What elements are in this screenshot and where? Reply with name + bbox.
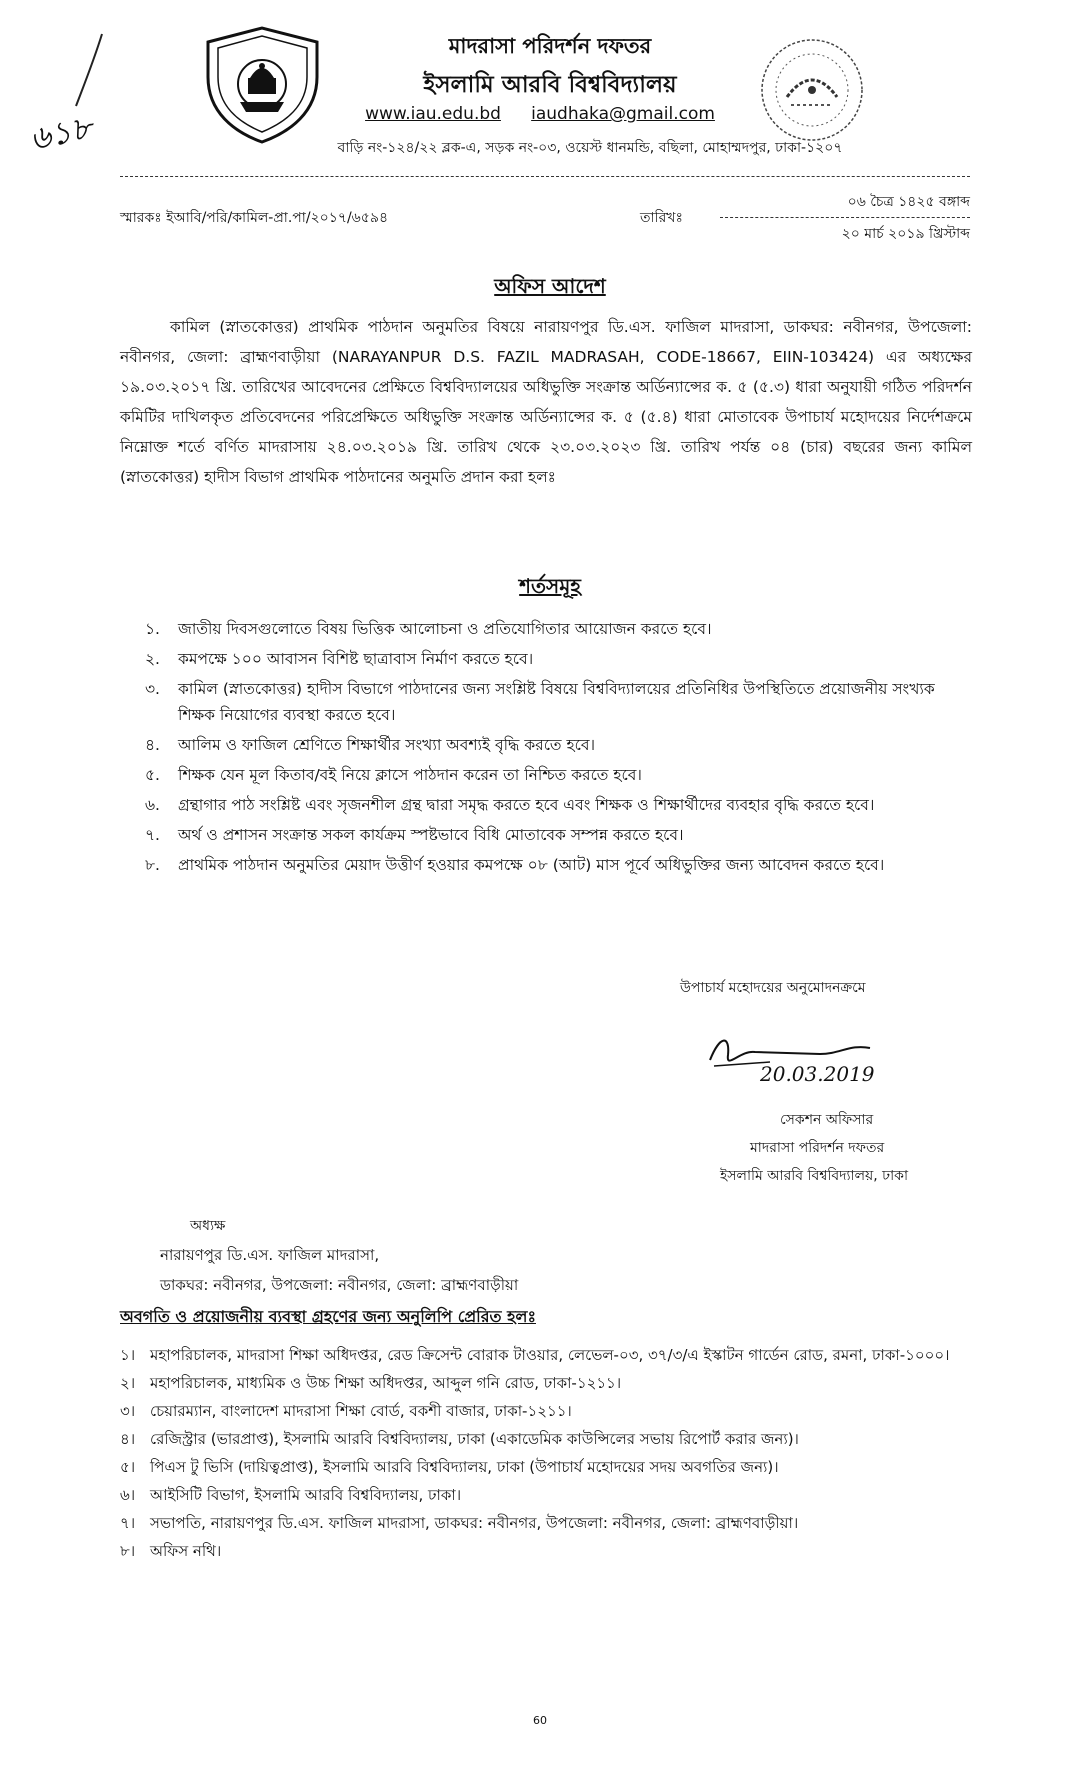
signer-office: মাদরাসা পরিদর্শন দফতর [750, 1140, 885, 1156]
approval-note: উপাচার্য মহোদয়ের অনুমোদনক্রমে [680, 980, 866, 996]
office-name: মাদরাসা পরিদর্শন দফতর [448, 34, 652, 58]
copy-item: ৮। অফিস নথি। [120, 1542, 222, 1560]
university-logo [200, 22, 325, 147]
condition-item: ৩. কামিল (স্নাতকোত্তর) হাদীস বিভাগে পাঠদানের জন্য সংশ্লিষ্ট বিষয়ে বিশ্ববিদ্যালয়ের প্রতিনিধির উপস্থিতিতে প্রয়োজনীয় সংখ্যক শিক্ষক নিয়োগের ব্যবস্থা করতে হবে। [144, 680, 935, 724]
order-title: অফিস আদেশ [494, 274, 606, 298]
copy-heading: অবগতি ও প্রয়োজনীয় ব্যবস্থা গ্রহণের জন্য অনুলিপি প্রেরিত হলঃ [120, 1307, 536, 1326]
date-english: ২০ মার্চ ২০১৯ খ্রিস্টাব্দ [841, 226, 970, 242]
email-link[interactable]: iaudhaka@gmail.com [531, 104, 715, 124]
condition-item: ১. জাতীয় দিবসগুলোতে বিষয় ভিত্তিক আলোচনা ও প্রতিযোগিতার আয়োজন করতে হবে। [145, 620, 712, 638]
condition-item: ৭. অর্থ ও প্রশাসন সংক্রান্ত সকল কার্যক্রম স্পষ্টভাবে বিধি মোতাবেক সম্পন্ন করতে হবে। [144, 826, 684, 844]
condition-item: ৫. শিক্ষক যেন মূল কিতাব/বই নিয়ে ক্লাসে পাঠদান করেন তা নিশ্চিত করতে হবে। [145, 766, 642, 784]
website-link[interactable]: www.iau.edu.bd [365, 104, 501, 124]
signer-university: ইসলামি আরবি বিশ্ববিদ্যালয়, ঢাকা [720, 1168, 909, 1184]
date-block [720, 190, 970, 246]
condition-item: ৬. গ্রন্থাগার পাঠ সংশ্লিষ্ট এবং সৃজনশীল গ্রন্থ দ্বারা সমৃদ্ধ করতে হবে এবং শিক্ষক ও শিক্ষার্থীদের ব্যবহার বৃদ্ধি করতে হবে। [144, 796, 875, 814]
copy-item: ১। মহাপরিচালক, মাদরাসা শিক্ষা অধিদপ্তর, রেড ক্রিসেন্ট বোরাক টাওয়ার, লেভেল-০৩, ৩৭/৩/এ ইস্কাটন গার্ডেন রোড, রমনা, ঢাকা-১০০০। [120, 1346, 950, 1364]
copy-item: ৭। সভাপতি, নারায়ণপুর ডি.এস. ফাজিল মাদরাসা, ডাকঘর: নবীনগর, উপজেলা: নবীনগর, জেলা: ব্রাহ্মণবাড়ীয়া। [120, 1514, 799, 1532]
copy-list [120, 1342, 972, 1566]
header-divider [120, 176, 970, 177]
order-body [120, 312, 972, 492]
recipient-line2: ডাকঘর: নবীনগর, উপজেলা: নবীনগর, জেলা: ব্রাহ্মণবাড়ীয়া [160, 1276, 519, 1294]
conditions-title: শর্তসমূহ [519, 574, 581, 598]
copy-item: ২। মহাপরিচালক, মাধ্যমিক ও উচ্চ শিক্ষা অধিদপ্তর, আব্দুল গনি রোড, ঢাকা-১২১১। [120, 1374, 622, 1392]
signer-designation: সেকশন অফিসার [780, 1112, 874, 1128]
footer-page-number: 60 [533, 1714, 547, 1727]
copy-item: ৫। পিএস টু ভিসি (দায়িত্বপ্রাপ্ত), ইসলামি আরবি বিশ্ববিদ্যালয়, ঢাকা (উপাচার্য মহোদয়ের সদয় অবগতির জন্য)। [120, 1458, 779, 1476]
handwritten-stroke [70, 30, 110, 110]
order-body-text: কামিল (স্নাতকোত্তর) প্রাথমিক পাঠদান অনুমতির বিষয়ে নারায়ণপুর ডি.এস. ফাজিল মাদরাসা, ডাকঘর: নবীনগর, উপজেলা: নবীনগর, জেলা: ব্রাহ্মণবাড়ীয়া (NARAYANPUR D.S. FAZIL MADRASAH, CODE-18667, EIIN-103424) এর অধ্যক্ষের ১৯.০৩.২০১৭ খ্রি. তারিখের আবেদনের প্রেক্ষিতে বিশ্ববিদ্যালয়ের অধিভুক্তি সংক্রান্ত অর্ডিন্যান্সের ক. ৫ (৫.৩) ধারা অনুযায়ী গঠিত পরিদর্শন কমিটির দাখিলকৃত প্রতিবেদনের পরিপ্রেক্ষিতে অধিভুক্তি সংক্রান্ত অর্ডিন্যান্সের ক. ৫ (৫.৪) ধারা মোতাবেক উপাচার্য মহোদয়ের নির্দেশক্রমে নিম্নোক্ত শর্তে বর্ণিত মাদরাসায় ২৪.০৩.২০১৯ খ্রি. তারিখ থেকে ২৩.০৩.২০২৩ খ্রি. তারিখ পর্যন্ত ০৪ (চার) বছরের জন্য কামিল (স্নাতকোত্তর) হাদীস বিভাগ প্রাথমিক পাঠদানের অনুমতি প্রদান করা হলঃ [120, 318, 972, 486]
conditions-list [120, 616, 972, 882]
office-seal [757, 35, 867, 145]
copy-item: ৬। আইসিটি বিভাগ, ইসলামি আরবি বিশ্ববিদ্যালয়, ঢাকা। [120, 1486, 462, 1504]
contact-links [300, 104, 780, 124]
handwritten-page-mark: ৬১৮ [26, 107, 96, 159]
date-bangla: ০৬ চৈত্র ১৪২৫ বঙ্গাব্দ [720, 190, 970, 218]
address: বাড়ি নং-১২৪/২২ ব্লক-এ, সড়ক নং-০৩, ওয়েস্ট ধানমন্ডি, বছিলা, মোহাম্মদপুর, ঢাকা-১২০৭ [337, 140, 843, 156]
recipient-title: অধ্যক্ষ [190, 1218, 226, 1234]
date-label: তারিখঃ [640, 210, 683, 226]
signature-date: 20.03.2019 [760, 1062, 875, 1086]
condition-item: ৪. আলিম ও ফাজিল শ্রেণিতে শিক্ষার্থীর সংখ্যা অবশ্যই বৃদ্ধি করতে হবে। [145, 736, 596, 754]
condition-item: ৮. প্রাথমিক পাঠদান অনুমতির মেয়াদ উত্তীর্ণ হওয়ার কমপক্ষে ০৮ (আট) মাস পূর্বে অধিভুক্তির জন্য আবেদন করতে হবে। [145, 856, 885, 874]
university-name: ইসলামি আরবি বিশ্ববিদ্যালয় [423, 72, 677, 98]
copy-item: ৩। চেয়ারম্যান, বাংলাদেশ মাদরাসা শিক্ষা বোর্ড, বকশী বাজার, ঢাকা-১২১১। [120, 1402, 572, 1420]
condition-item: ২. কমপক্ষে ১০০ আবাসন বিশিষ্ট ছাত্রাবাস নির্মাণ করতে হবে। [144, 650, 534, 668]
recipient-line1: নারায়ণপুর ডি.এস. ফাজিল মাদরাসা, [160, 1246, 380, 1264]
copy-item: ৪। রেজিস্ট্রার (ভারপ্রাপ্ত), ইসলামি আরবি বিশ্ববিদ্যালয়, ঢাকা (একাডেমিক কাউন্সিলের সভায় রিপোর্ট করার জন্য)। [120, 1430, 799, 1448]
memo-ref: স্মারকঃ ইআবি/পরি/কামিল-প্রা.পা/২০১৭/৬৫৯৪ [120, 210, 389, 226]
